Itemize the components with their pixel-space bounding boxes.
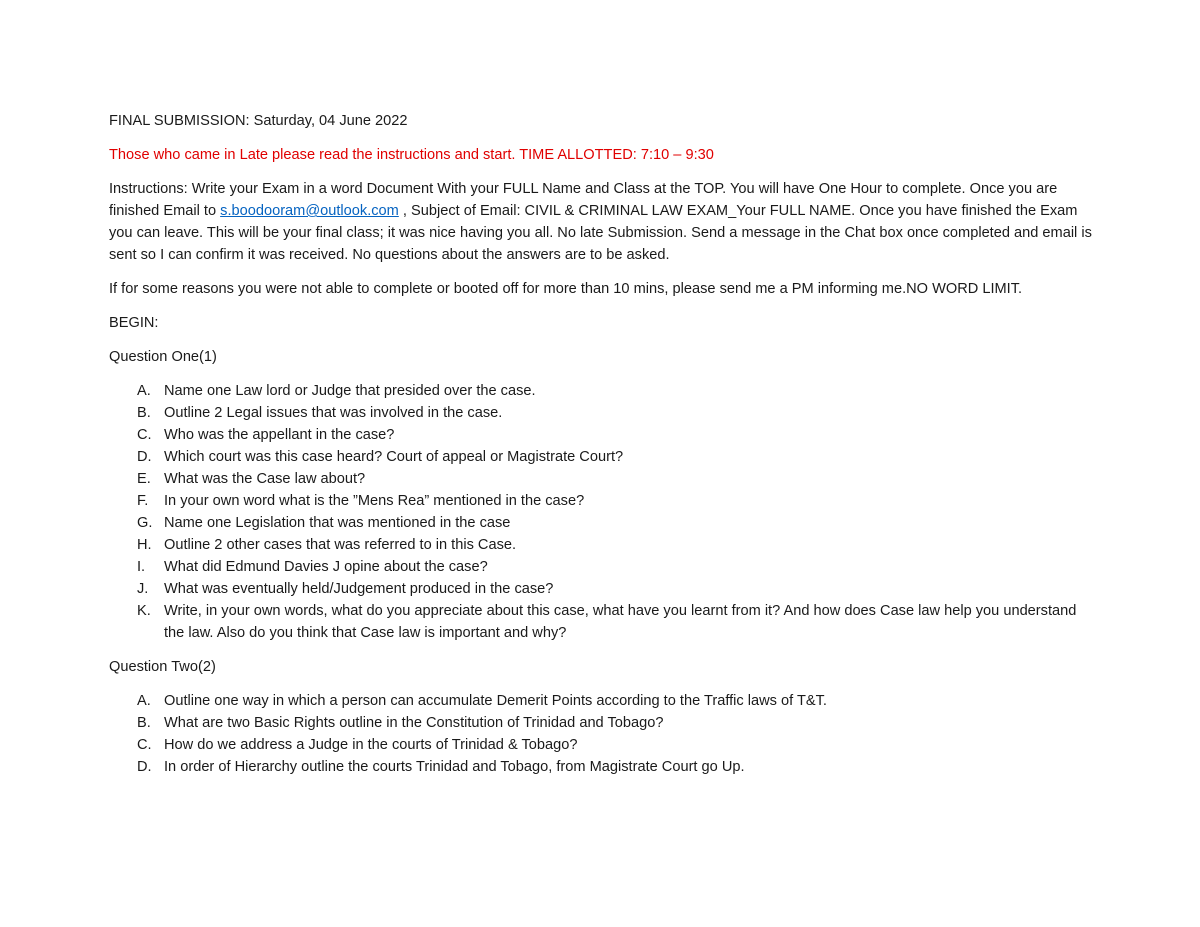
question-one-item [109,468,1099,490]
question-one-item [109,578,1099,600]
question-two-item-text: Outline one way in which a person can accumulate Demerit Points according to the Traffic laws of T&T. [164,693,827,709]
question-one-item-text: Outline 2 other cases that was referred to in this Case. [164,537,517,553]
question-one-item-marker: E. [137,471,151,487]
question-one-item-text: What did Edmund Davies J opine about the case? [164,559,488,575]
late-notice: Those who came in Late please read the instructions and start. TIME ALLOTTED: 7:10 – 9:30 [109,147,714,163]
question-one-item [109,534,1099,556]
question-two-item [109,712,1099,734]
question-one-item-marker: F. [137,493,149,509]
question-one-item-text: Name one Law lord or Judge that presided over the case. [164,383,536,399]
question-one-item-marker: D. [137,449,152,465]
question-two-item [109,734,1099,756]
begin-label: BEGIN: [109,315,159,331]
question-two-item-marker: C. [137,737,152,753]
question-two-item-text: In order of Hierarchy outline the courts Trinidad and Tobago, from Magistrate Court go Up. [164,759,745,775]
question-one-item-marker: J. [137,581,149,597]
question-one-item-text: Write, in your own words, what do you appreciate about this case, what have you learnt from it? And how does Case law help you understand the law. Also do you think that Case law is important and why? [164,603,1077,641]
question-one-item [109,380,1099,402]
question-one-item-text: What was eventually held/Judgement produced in the case? [164,581,554,597]
question-one-item [109,512,1099,534]
question-two-item-text: What are two Basic Rights outline in the Constitution of Trinidad and Tobago? [164,715,664,731]
question-two-item-text: How do we address a Judge in the courts of Trinidad & Tobago? [164,737,578,753]
question-two-item-marker: B. [137,715,151,731]
question-one-item-marker: K. [137,603,151,619]
question-one-item-text: What was the Case law about? [164,471,366,487]
question-one-item-text: Name one Legislation that was mentioned in the case [164,515,511,531]
question-one-item-marker: H. [137,537,152,553]
instructions-text-start: Instructions: Write your Exam in a word Document With your FULL Name and Class at the TOP. You will have One Hour to complete. Once you are finished Email to [109,181,1058,219]
question-one-item [109,424,1099,446]
question-two-list [109,690,1099,778]
question-one-item [109,402,1099,424]
question-one-item [109,446,1099,468]
question-two-item [109,690,1099,712]
instructions-text-end: , Subject of Email: CIVIL & CRIMINAL LAW EXAM_Your FULL NAME. Once you have finished the Exam you can leave. This will be your final class; it was nice having you all. No late Submission. Send a message in the Chat box once completed and email is sent so I can confirm it was received. No questions about the answers are to be asked. [109,203,1092,263]
question-one-item-text: In your own word what is the ”Mens Rea” mentioned in the case? [164,493,585,509]
question-one-item-marker: G. [137,515,153,531]
question-one-list [109,380,1099,644]
question-one-item-marker: C. [137,427,152,443]
question-one-item [109,600,1099,644]
instructions-paragraph [109,178,1099,266]
final-submission-line: FINAL SUBMISSION: Saturday, 04 June 2022 [109,113,408,129]
question-one-item-marker: B. [137,405,151,421]
question-one-title: Question One(1) [109,349,217,365]
question-one-item [109,556,1099,578]
question-one-item [109,490,1099,512]
question-one-item-text: Outline 2 Legal issues that was involved in the case. [164,405,503,421]
question-two-item-marker: A. [137,693,151,709]
question-one-item-marker: A. [137,383,151,399]
email-link[interactable]: s.boodooram@outlook.com [220,203,399,219]
question-one-item-marker: I. [137,559,146,575]
question-one-item-text: Which court was this case heard? Court of appeal or Magistrate Court? [164,449,624,465]
document-body [109,110,1099,790]
question-one-item-text: Who was the appellant in the case? [164,427,395,443]
booted-notice: If for some reasons you were not able to complete or booted off for more than 10 mins, please send me a PM informing me.NO WORD LIMIT. [109,281,1023,297]
question-two-item-marker: D. [137,759,152,775]
question-two-item [109,756,1099,778]
question-two-title: Question Two(2) [109,659,216,675]
